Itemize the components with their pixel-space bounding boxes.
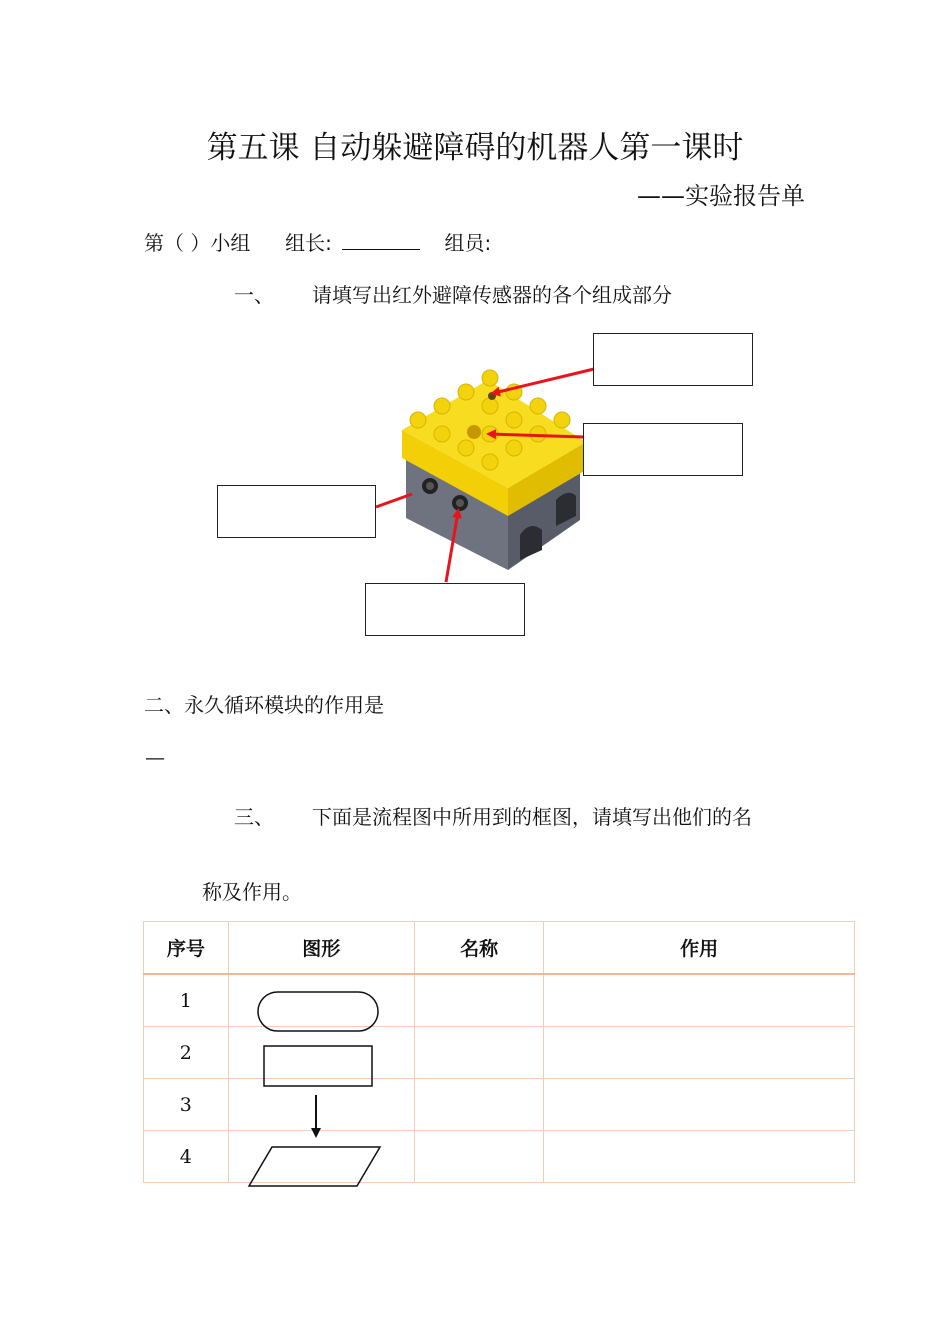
table-row	[144, 1027, 855, 1079]
arrow-to-top-hole	[490, 434, 584, 437]
name-cell[interactable]	[414, 1079, 543, 1131]
table-header-row	[144, 922, 855, 975]
question-1-text: 请填写出红外避障传感器的各个组成部分	[312, 283, 672, 307]
flowchart-shapes-table	[143, 921, 855, 1183]
name-cell[interactable]	[414, 1027, 543, 1079]
row-index: 4	[144, 1131, 229, 1183]
label-box-top-right[interactable]	[593, 333, 753, 386]
label-box-bottom[interactable]	[365, 583, 525, 636]
members-label: 组员:	[444, 231, 492, 255]
function-cell[interactable]	[544, 1027, 855, 1079]
header-shape: 图形	[228, 922, 414, 975]
arrow-to-front-emitter	[446, 512, 458, 582]
arrow-to-receiver	[494, 369, 594, 393]
arrow-to-left-emitter	[376, 494, 412, 507]
header-function: 作用	[544, 922, 855, 975]
table-row	[144, 1079, 855, 1131]
question-1-number: 一、	[234, 283, 274, 307]
shape-cell	[228, 974, 414, 1027]
question-2-answer-line[interactable]: —	[145, 745, 165, 769]
row-index: 2	[144, 1027, 229, 1079]
label-box-left[interactable]	[217, 485, 376, 538]
name-cell[interactable]	[414, 974, 543, 1027]
row-index: 3	[144, 1079, 229, 1131]
row-index: 1	[144, 974, 229, 1027]
function-cell[interactable]	[544, 1079, 855, 1131]
page-subtitle: ——实验报告单	[637, 182, 805, 210]
shape-cell	[228, 1131, 414, 1183]
question-3	[234, 801, 752, 830]
page-title: 第五课 自动躲避障碍的机器人第一课时	[206, 130, 744, 166]
question-2: 二、永久循环模块的作用是	[144, 693, 384, 717]
table-row	[144, 974, 855, 1027]
question-3-text-continued: 称及作用。	[202, 880, 302, 904]
question-3-number: 三、	[234, 805, 274, 829]
function-cell[interactable]	[544, 1131, 855, 1183]
header-name: 名称	[414, 922, 543, 975]
name-cell[interactable]	[414, 1131, 543, 1183]
table-row	[144, 1131, 855, 1183]
label-box-middle-right[interactable]	[583, 423, 743, 476]
leader-label: 组长:	[285, 231, 332, 255]
question-3-text: 下面是流程图中所用到的框图，请填写出他们的名	[312, 805, 752, 829]
shape-cell	[228, 1027, 414, 1079]
shape-cell	[228, 1079, 414, 1131]
function-cell[interactable]	[544, 974, 855, 1027]
group-number-label: 第（ ）小组	[144, 231, 251, 255]
header-index: 序号	[144, 922, 229, 975]
